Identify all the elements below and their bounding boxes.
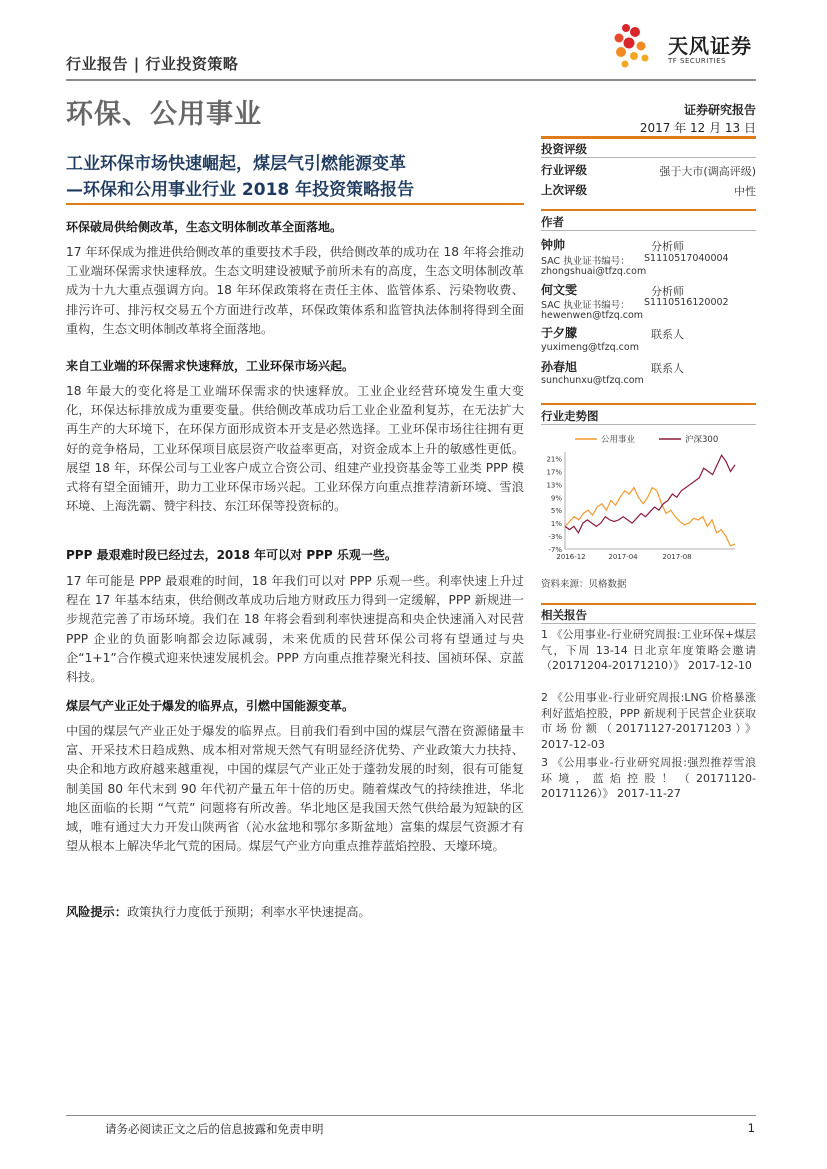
rating-heading: 投资评级 [541,142,587,156]
risk-note [66,903,524,922]
author-license: SAC 执业证书编号： [541,300,630,311]
section-heading: 煤层气产业正处于爆发的临界点，引燃中国能源变革。 [66,699,355,713]
rating-label: 行业评级 [541,163,587,177]
page-number: 1 [747,1121,755,1135]
authors-top-rule [541,209,756,211]
section-heading: 来自工业端的环保需求快速释放，工业环保市场兴起。 [66,359,355,373]
footer-rule [66,1115,756,1116]
headline-line-1: 工业环保市场快速崛起，煤层气引燃能源变革 [66,154,406,174]
author-email[interactable]: yuximeng@tfzq.com [541,342,639,353]
tf-logo-icon [611,20,663,72]
report-date: 2017 年 12 月 13 日 [639,121,756,135]
authors-heading: 作者 [541,215,564,229]
author-role: 分析师 [651,240,684,253]
section-body: 17 年可能是 PPP 最艰难的时间，18 年我们可以对 PPP 乐观一些。利率快速上升过程在 17 年基本结束，供给侧改革成功后地方财政压力得到一定缓解，PPP 新规进一步规范完善了市场环境。我们在 18 年将会看到利率快速提高和央企快速涌入对民营 PPP 企业的负面影响都会边际减弱，未来优质的民营环保公司将有望通过与央企“1+1”合作模式迎来快速发展机会。PPP 方向重点推荐聚光科技、国祯环保、京蓝科技。 [66,574,524,685]
breadcrumb: 行业报告 | 行业投资策略 [66,55,239,73]
author-email[interactable]: sunchunxu@tfzq.com [541,375,644,386]
previous-rating-value: 中性 [734,185,756,198]
y-tick-label: 5% [550,507,562,516]
rating-value: 强于大市(调高评级) [659,165,756,178]
risk-label: 风险提示： [66,905,127,919]
section-body: 中国的煤层气产业正处于爆发的临界点。目前我们看到中国的煤层气潜在资源储量丰富、开采技术日趋成熟、成本相对常规天然气有明显经济优势、产业政策大力扶持、央企和地方政府越来越重视，中国的煤层气产业正处于蓬勃发展的时刻，很有可能复制美国 80 年代末到 90 年代初产量五年十倍的历史。随着煤改气的持续推进，华北地区面临的长期 “气荒” 问题将有所改善。华北地区是我国天然气供给最为短缺的区域，唯有通过大力开发山陕两省（沁水盆地和鄂尔多斯盆地）富集的煤层气资源才有望从根本上解决华北气荒的困局。煤层气产业方向重点推荐蓝焰控股、天壕环境。 [66,724,524,854]
divider [541,424,756,425]
author-role: 联系人 [651,362,684,375]
y-tick-label: -3% [548,533,562,542]
author-license-number: S1110516120002 [644,297,729,308]
x-tick-label: 2016-12 [556,553,586,561]
report-type: 证券研究报告 [683,103,756,117]
author-role: 联系人 [651,328,684,341]
x-tick-label: 2017-08 [662,553,692,561]
author-email[interactable]: zhongshuai@tfzq.com [541,266,647,277]
divider [541,623,756,624]
trend-chart [541,428,756,568]
related-report-item[interactable]: 1 《公用事业-行业研究周报:工业环保+煤层气，下周 13-14 日北京年度策略会邀请（20171204-20171210）》 2017-12-10 [541,628,756,673]
y-tick-label: 21% [546,455,562,464]
x-tick-label: 2017-04 [608,553,638,561]
author-name: 钟帅 [541,238,566,252]
author-role: 分析师 [651,285,684,298]
y-tick-label: 13% [546,481,562,490]
related-report-item[interactable]: 2 《公用事业-行业研究周报:LNG 价格暴涨利好蓝焰控股，PPP 新规利于民营企业获取市场份额（20171127-20171203）》 2017-12-03 [541,691,756,751]
author-license: SAC 执业证书编号： [541,256,630,267]
y-tick-label: 1% [550,520,562,529]
chart-source: 资料来源：贝格数据 [541,579,627,590]
section-heading: 环保破局供给侧改革，生态文明体制改革全面落地。 [66,220,343,234]
series-line-1 [565,455,735,533]
headline-line-2: —环保和公用事业行业 2018 年投资策略报告 [66,180,415,200]
series-line-0 [565,488,735,546]
y-tick-label: 17% [546,468,562,477]
related-top-rule [541,603,756,605]
section-body: 18 年最大的变化将是工业端环保需求的快速释放。工业企业经营环境发生重大变化，环保达标排放成为重要变量。供给侧改革成功后工业企业盈利复苏，在无法扩大再生产的大环境下，在环保方面形成资本开支是必然选择。工业环保市场往往拥有更好的竞争格局，工业环保项目底层资产收益率更高，对资金成本上升的敏感性更低。展望 18 年，环保公司与工业客户成立合资公司、组建产业投资基金等工业类 PPP 模式将有望全面铺开，助力工业环保市场兴起。工业环保方向重点推荐清新环境、雪浪环境、上海洗霸、赞宇科技、东江环保等投资标的。 [66,384,524,514]
legend-label: 沪深300 [685,435,719,445]
divider [541,157,756,158]
section-heading: PPP 最艰难时段已经过去，2018 年可以对 PPP 乐观一些。 [66,548,397,562]
y-tick-label: -7% [548,546,562,554]
divider [541,230,756,231]
sector-title: 环保、公用事业 [66,99,262,130]
author-name: 孙春旭 [541,360,578,374]
author-email[interactable]: hewenwen@tfzq.com [541,310,644,321]
author-name: 于夕朦 [541,326,578,340]
headline [66,151,414,203]
header-rule [66,79,756,81]
related-heading: 相关报告 [541,608,587,622]
previous-rating-label: 上次评级 [541,183,587,197]
y-tick-label: 9% [550,494,562,503]
footer-disclaimer[interactable]: 请务必阅读正文之后的信息披露和免责申明 [105,1122,324,1136]
trend-heading: 行业走势图 [541,409,599,423]
rating-top-rule [541,136,756,139]
legend-label: 公用事业 [601,435,636,445]
trend-top-rule [541,403,756,405]
logo-text: 天风证券 [668,34,752,58]
logo-english: TF SECURITIES [668,57,727,65]
risk-text: 政策执行力度低于预期；利率水平快速提高。 [126,905,371,919]
section-body: 17 年环保成为推进供给侧改革的重要技术手段，供给侧改革的成功在 18 年将会推动工业端环保需求快速释放。生态文明建设被赋予前所未有的高度，生态文明体制改革成为十九大重点强调方向。18 年环保政策将在责任主体、监管体系、污染物收费、排污许可、排污权交易五个方面进行改革，环保政策体系和监管执法体制将得到全面重构，生态文明体制改革将全面落地。 [66,245,524,336]
headline-rule [66,203,524,205]
related-report-item[interactable]: 3 《公用事业-行业研究周报:强烈推荐雪浪环境，蓝焰控股！（20171120-20171126）》 2017-11-27 [541,756,756,801]
author-license-number: S1110517040004 [644,253,729,264]
author-name: 何文雯 [541,283,578,297]
